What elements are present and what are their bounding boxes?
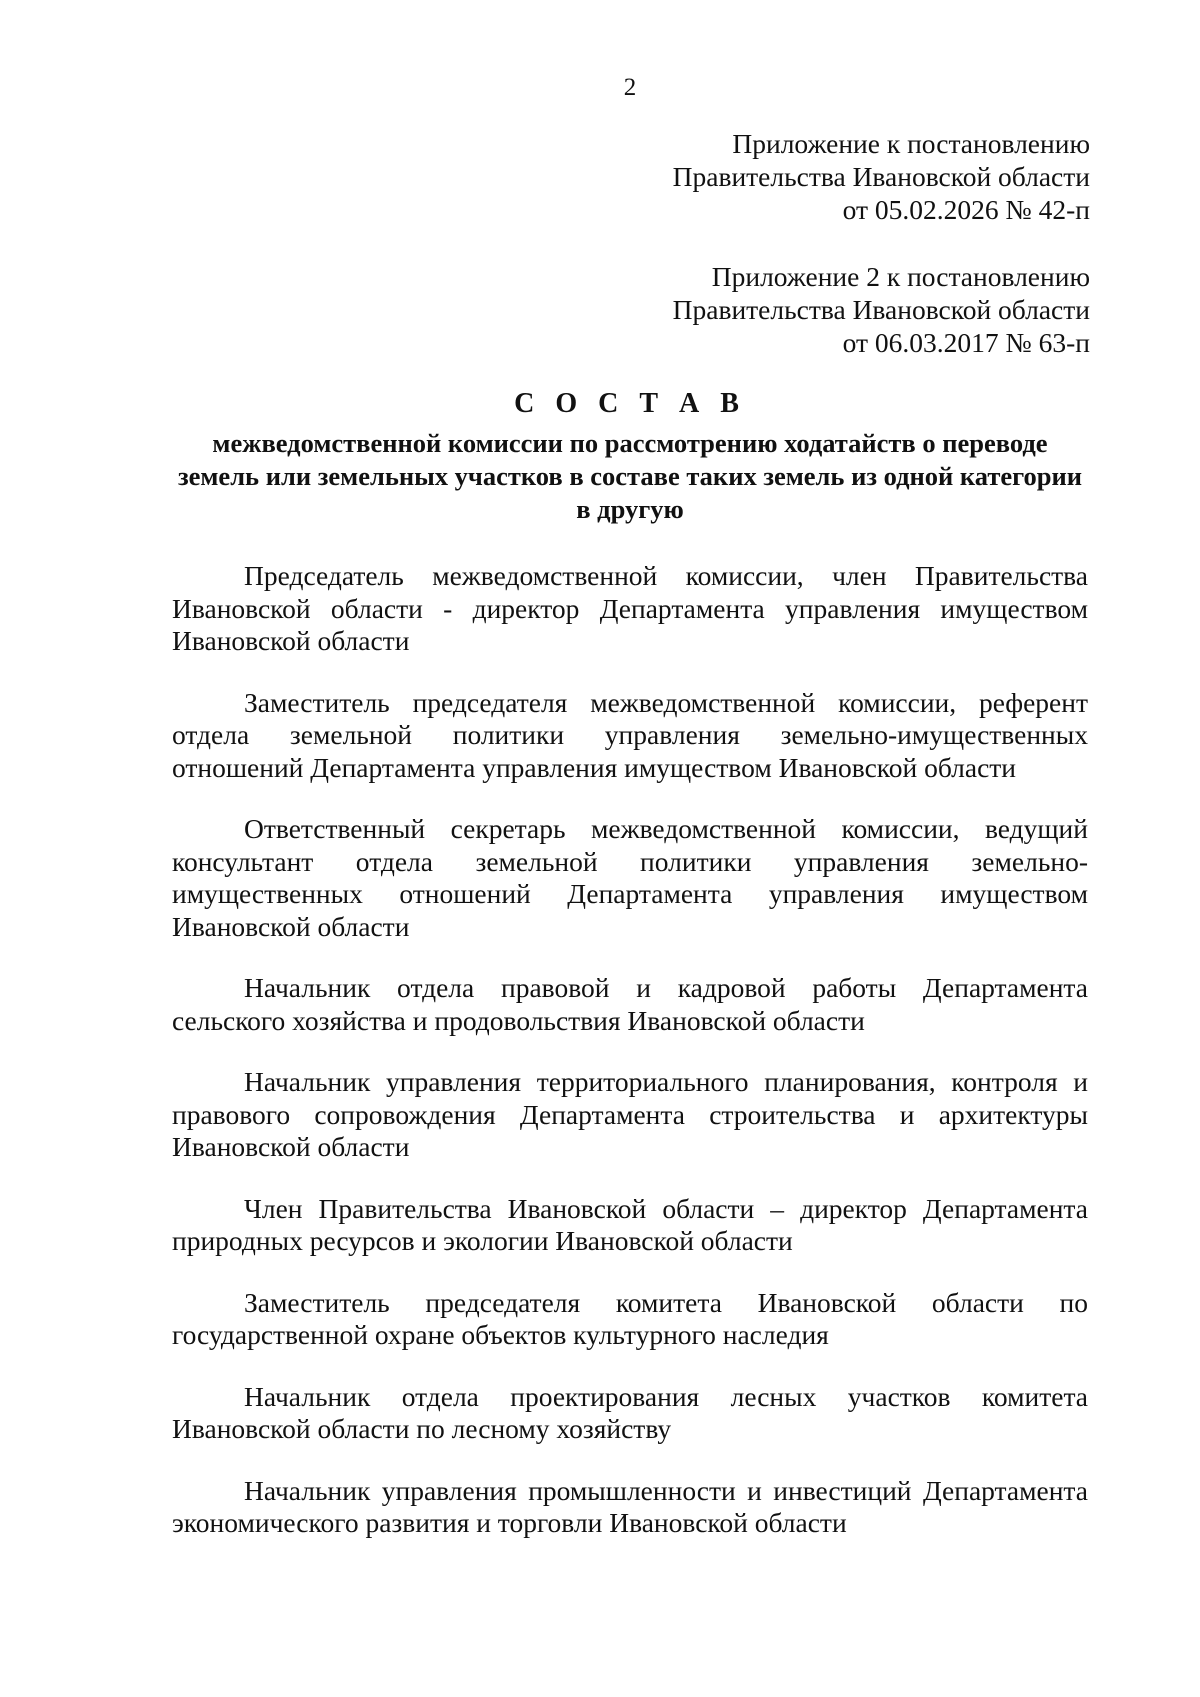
member-position: Ответственный секретарь межведомственной комиссии, ведущий консультант отдела земельной политики управления земельно-имущественных отношений Департамента управления имуществом Ивановской области	[172, 813, 1088, 942]
appendix-line: от 05.02.2026 № 42-п	[842, 194, 1090, 225]
member-position: Начальник отдела проектирования лесных участков комитета Ивановской области по лесному хозяйству	[172, 1380, 1088, 1444]
commission-members-list	[172, 560, 1088, 1569]
member-position: Председатель межведомственной комиссии, член Правительства Ивановской области - директор Департамента управления имуществом Ивановской области	[172, 560, 1088, 656]
appendix-header-original	[673, 260, 1090, 359]
appendix-line: Правительства Ивановской области	[672, 294, 1090, 325]
member-position: Начальник управления территориального планирования, контроля и правового сопровождения Департамента строительства и архитектуры Ивановской области	[172, 1066, 1088, 1162]
member-position: Заместитель председателя межведомственной комиссии, референт отдела земельной политики управления земельно-имущественных отношений Департамента управления имуществом Ивановской области	[172, 686, 1088, 783]
member-position: Начальник отдела правовой и кадровой работы Департамента сельского хозяйства и продовольствия Ивановской области	[172, 972, 1088, 1036]
member-position: Член Правительства Ивановской области – директор Департамента природных ресурсов и экологии Ивановской области	[172, 1192, 1088, 1256]
appendix-line: от 06.03.2017 № 63-п	[842, 327, 1090, 358]
member-position: Заместитель председателя комитета Ивановской области по государственной охране объектов культурного наследия	[172, 1286, 1088, 1350]
document-subtitle: межведомственной комиссии по рассмотрению ходатайств о переводе земель или земельных участков в составе таких земель из одной категории в другую	[177, 428, 1083, 524]
document-title-block	[172, 387, 1088, 526]
member-position: Начальник управления промышленности и инвестиций Департамента экономического развития и торговли Ивановской области	[172, 1474, 1088, 1538]
appendix-line: Приложение 2 к постановлению	[711, 261, 1090, 292]
appendix-line: Правительства Ивановской области	[672, 161, 1090, 192]
appendix-header-current	[673, 127, 1090, 226]
appendix-line: Приложение к постановлению	[732, 128, 1090, 159]
page-number: 2	[623, 74, 637, 101]
document-title: С О С Т А В	[514, 388, 746, 419]
